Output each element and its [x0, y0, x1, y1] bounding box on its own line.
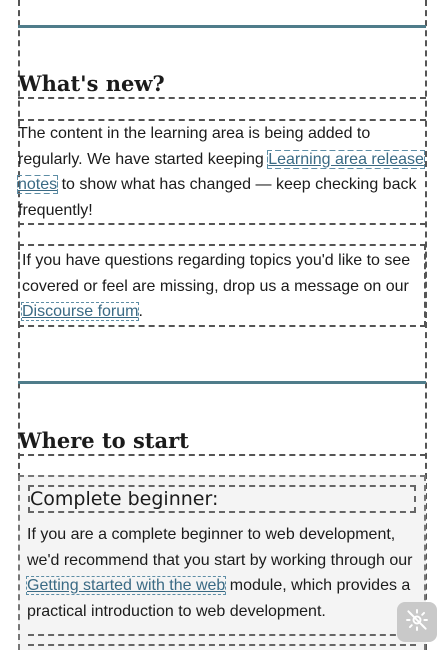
getting-started-link[interactable]: Getting started with the web	[27, 577, 226, 594]
heading-outline-bottom	[18, 454, 426, 456]
heading-outline-bottom	[18, 97, 426, 99]
release-notes-link[interactable]: Learning area release notes	[18, 150, 424, 193]
card-title: Complete beginner:	[28, 485, 416, 513]
where-to-start-heading: Where to start	[18, 428, 189, 453]
floating-action-button[interactable]	[397, 602, 437, 642]
card-text	[27, 522, 422, 624]
card-text-part: module, which provides a practical introduction to web development.	[27, 577, 411, 620]
paragraph-text: .	[138, 303, 143, 320]
whats-new-paragraph-2	[18, 244, 426, 327]
paragraph-text: The content in the learning area is being added to regularly. We have started keeping	[18, 125, 371, 168]
paragraph-text: If you have questions regarding topics you'd like to see covered or feel are missing, drop us a message on our	[22, 252, 411, 295]
card-text-part: If you are a complete beginner to web development, we'd recommend that you start by working through our	[27, 526, 413, 569]
section-divider-top	[18, 25, 426, 28]
discourse-forum-link[interactable]: Discourse forum	[22, 303, 139, 320]
paragraph-text: to show what has changed — keep checking back frequently!	[18, 176, 417, 219]
card-divider	[28, 644, 416, 646]
card-divider	[28, 634, 416, 636]
settings-off-icon	[404, 607, 430, 638]
whats-new-paragraph-1	[18, 119, 426, 225]
section-divider-middle	[18, 381, 426, 384]
whats-new-heading: What's new?	[18, 71, 165, 96]
complete-beginner-card	[18, 475, 426, 650]
